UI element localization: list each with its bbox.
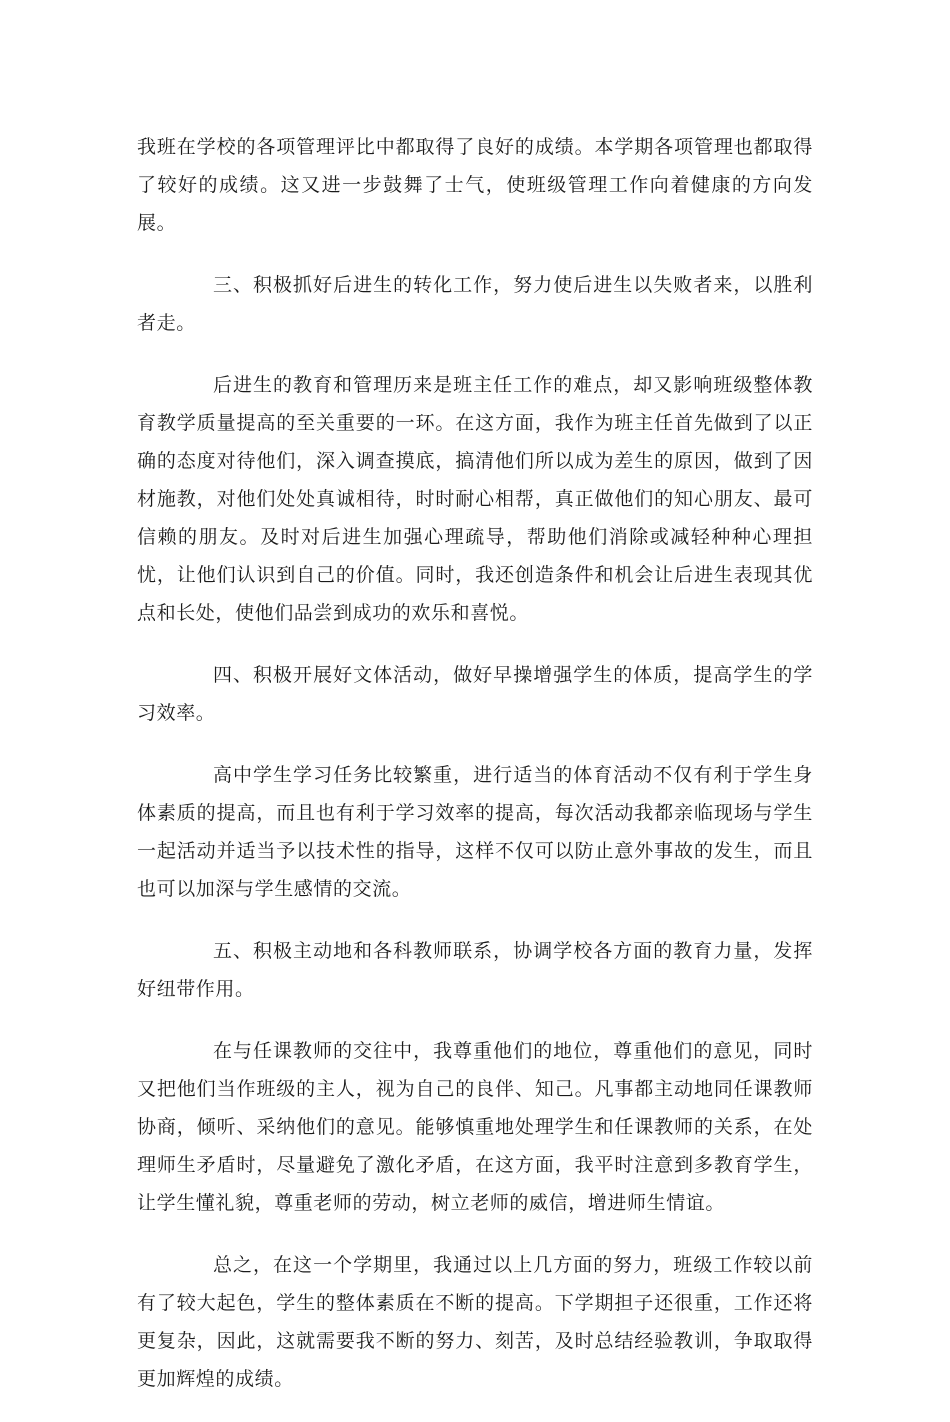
- paragraph-continued: 我班在学校的各项管理评比中都取得了良好的成绩。本学期各项管理也都取得了较好的成绩。这又进一步鼓舞了士气，使班级管理工作向着健康的方向发展。: [137, 136, 813, 234]
- section-heading-four: 四、积极开展好文体活动，做好早操增强学生的体质，提高学生的学习效率。: [137, 664, 813, 724]
- paragraph-sports-activities: 高中学生学习任务比较繁重，进行适当的体育活动不仅有利于学生身体素质的提高，而且也有利于学习效率的提高，每次活动我都亲临现场与学生一起活动并适当予以技术性的指导，这样不仅可以防止意外事故的发生，而且也可以加深与学生感情的交流。: [137, 764, 813, 900]
- document-body: [137, 128, 813, 1422]
- paragraph-underachievers: 后进生的教育和管理历来是班主任工作的难点，却又影响班级整体教育教学质量提高的至关重要的一环。在这方面，我作为班主任首先做到了以正确的态度对待他们，深入调查摸底，搞清他们所以成为差生的原因，做到了因材施教，对他们处处真诚相待，时时耐心相帮，真正做他们的知心朋友、最可信赖的朋友。及时对后进生加强心理疏导，帮助他们消除或减轻种种心理担忧，让他们认识到自己的价值。同时，我还创造条件和机会让后进生表现其优点和长处，使他们品尝到成功的欢乐和喜悦。: [137, 374, 813, 624]
- section-heading-three: 三、积极抓好后进生的转化工作，努力使后进生以失败者来，以胜利者走。: [137, 274, 813, 334]
- section-heading-five: 五、积极主动地和各科教师联系，协调学校各方面的教育力量，发挥好纽带作用。: [137, 940, 813, 1000]
- paragraph-teacher-relations: 在与任课教师的交往中，我尊重他们的地位，尊重他们的意见，同时又把他们当作班级的主人，视为自己的良伴、知己。凡事都主动地同任课教师协商，倾听、采纳他们的意见。能够慎重地处理学生和任课教师的关系，在处理师生矛盾时，尽量避免了激化矛盾，在这方面，我平时注意到多教育学生，让学生懂礼貌，尊重老师的劳动，树立老师的威信，增进师生情谊。: [137, 1040, 813, 1214]
- paragraph-conclusion: 总之，在这一个学期里，我通过以上几方面的努力，班级工作较以前有了较大起色，学生的整体素质在不断的提高。下学期担子还很重，工作还将更复杂，因此，这就需要我不断的努力、刻苦，及时总结经验教训，争取取得更加辉煌的成绩。: [137, 1254, 813, 1390]
